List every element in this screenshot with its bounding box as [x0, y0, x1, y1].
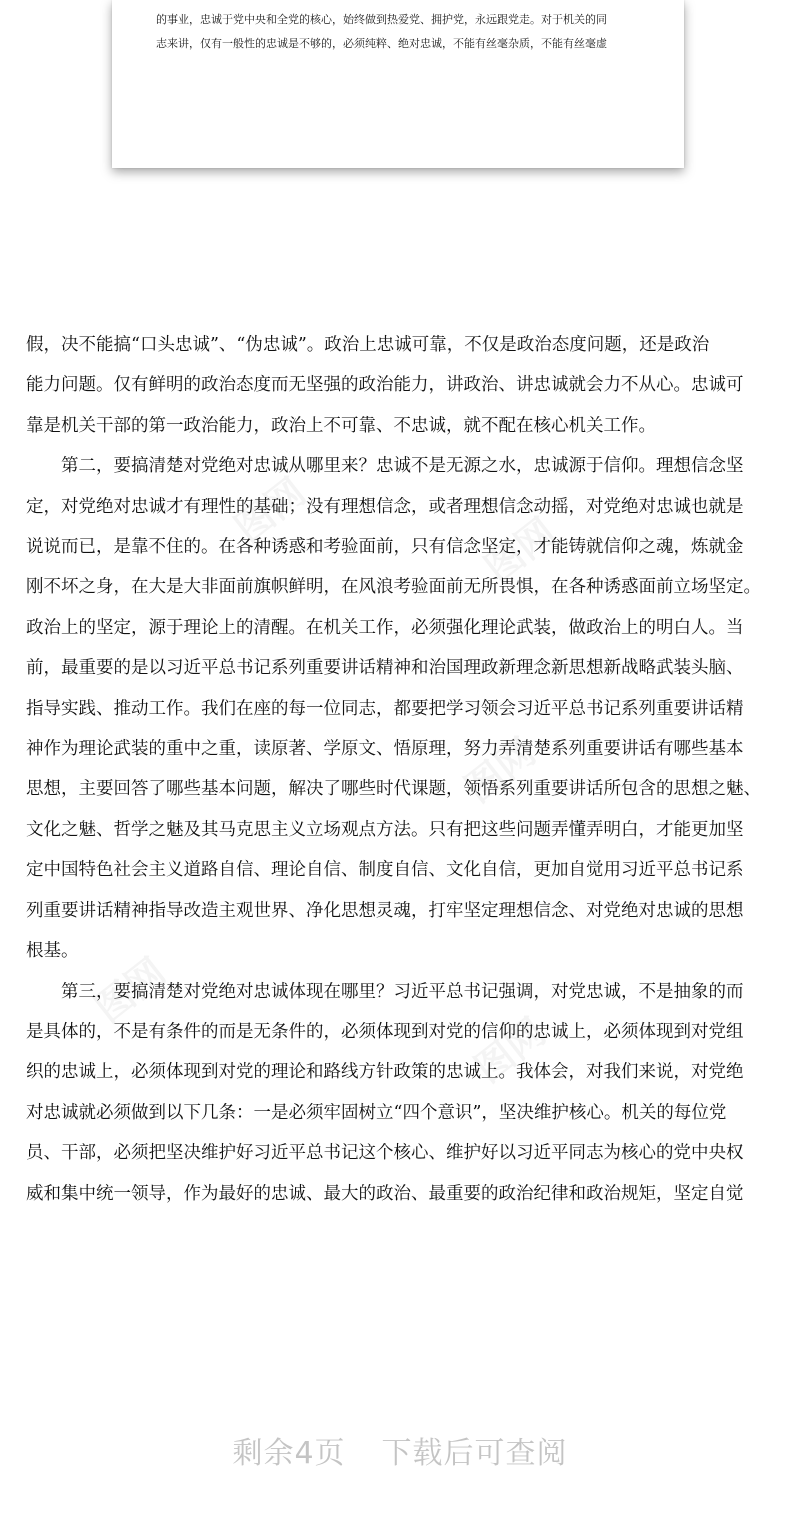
- text-line: 指导实践、推动工作。我们在座的每一位同志，都要把学习领会习近平总书记系列重要讲话精: [26, 698, 744, 719]
- preview-text-line: 的事业，忠诚于党中央和全党的核心，始终做到热爱党、拥护党，永远跟党走。对于机关的同: [156, 13, 607, 26]
- text-line: 文化之魅、哲学之魅及其马克思主义立场观点方法。只有把这些问题弄懂弄明白，才能更加坚: [26, 819, 744, 840]
- text-line: 定中国特色社会主义道路自信、理论自信、制度自信、文化自信，更加自觉用习近平总书记系: [26, 860, 744, 881]
- text-line: 根基。: [26, 941, 79, 962]
- text-line: 威和集中统一领导，作为最好的忠诚、最大的政治、最重要的政治纪律和政治规矩，坚定自觉: [26, 1183, 744, 1204]
- text-line: 第三，要搞清楚对党绝对忠诚体现在哪里？习近平总书记强调，对党忠诚，不是抽象的而: [61, 981, 744, 1002]
- text-line: 列重要讲话精神指导改造主观世界、净化思想灵魂，打牢坚定理想信念、对党绝对忠诚的思想: [26, 900, 744, 921]
- text-line: 刚不坏之身，在大是大非面前旗帜鲜明，在风浪考验面前无所畏惧，在各种诱惑面前立场坚定。: [26, 577, 761, 598]
- watermark: 图网: [226, 469, 314, 551]
- text-line: 政治上的坚定，源于理论上的清醒。在机关工作，必须强化理论武装，做政治上的明白人。当: [26, 617, 744, 638]
- paragraph-2: [26, 446, 778, 971]
- text-line: 员、干部，必须把坚决维护好习近平总书记这个核心、维护好以习近平同志为核心的党中央权: [26, 1143, 744, 1164]
- paragraph-1: [26, 325, 778, 446]
- text-line: 神作为理论武装的重中之重，读原著、学原文、悟原理，努力弄清楚系列重要讲话有哪些基本: [26, 739, 744, 760]
- text-line: 说说而已，是靠不住的。在各种诱惑和考验面前，只有信念坚定，才能铸就信仰之魂，炼就金: [26, 537, 744, 558]
- watermark: 图网: [466, 1009, 554, 1091]
- preview-text-line: 志来讲，仅有一般性的忠诚是不够的，必须纯粹、绝对忠诚，不能有丝毫杂质，不能有丝毫虚: [156, 37, 607, 50]
- download-to-view-label: 下载后可查阅: [381, 1436, 568, 1471]
- text-line: 能力问题。仅有鲜明的政治态度而无坚强的政治能力，讲政治、讲忠诚就会力不从心。忠诚可: [26, 375, 744, 396]
- text-line: 假，决不能搞“口头忠诚”、“伪忠诚”。政治上忠诚可靠，不仅是政治态度问题，还是政治: [26, 335, 710, 355]
- watermark: 图网: [456, 729, 544, 811]
- text-line: 织的忠诚上，必须体现到对党的理论和路线方针政策的忠诚上。我体会，对我们来说，对党绝: [26, 1062, 744, 1083]
- text-line: 靠是机关干部的第一政治能力，政治上不可靠、不忠诚，就不配在核心机关工作。: [26, 415, 656, 436]
- text-line: 前，最重要的是以习近平总书记系列重要讲话精神和治国理政新理念新思想新战略武装头脑、: [26, 658, 744, 679]
- document-body: [26, 325, 778, 1214]
- page-preview-card: [112, 0, 684, 168]
- text-line: 第二，要搞清楚对党绝对忠诚从哪里来？忠诚不是无源之水，忠诚源于信仰。理想信念坚: [61, 456, 744, 477]
- text-line: 对忠诚就必须做到以下几条：一是必须牢固树立“四个意识”，坚决维护核心。机关的每位党: [26, 1102, 727, 1123]
- watermark: 图网: [86, 949, 174, 1031]
- text-line: 定，对党绝对忠诚才有理性的基础；没有理想信念，或者理想信念动摇，对党绝对忠诚也就是: [26, 496, 744, 517]
- text-line: 是具体的，不是有条件的而是无条件的，必须体现到对党的信仰的忠诚上，必须体现到对党组: [26, 1021, 744, 1042]
- remaining-pages-notice[interactable]: [0, 1428, 800, 1472]
- remaining-pages-label: 剩余4页: [232, 1436, 346, 1471]
- text-line: 思想，主要回答了哪些基本问题，解决了哪些时代课题，领悟系列重要讲话所包含的思想之魅、: [26, 779, 761, 800]
- watermark: 图网: [476, 509, 564, 591]
- paragraph-3: [26, 972, 778, 1214]
